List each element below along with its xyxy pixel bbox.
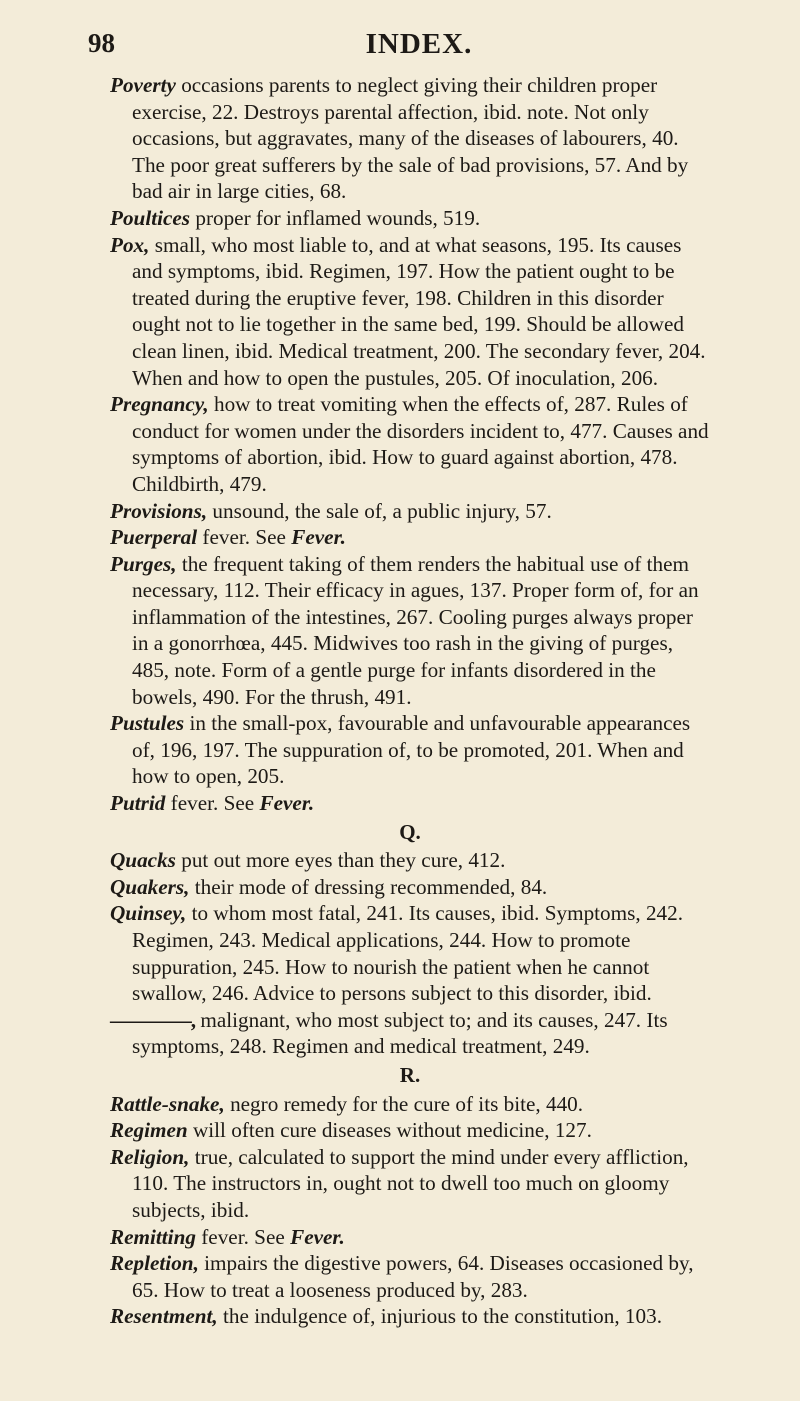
entry-text: fever. See [197, 525, 292, 550]
index-entry-quacks [110, 847, 710, 874]
entry-heading: Pustules [110, 711, 185, 736]
entry-heading: Regimen [110, 1118, 188, 1143]
entry-heading: Provisions, [110, 498, 208, 523]
entry-text: the frequent taking of them renders the habitual use of them necessary, 112. Their efficacy in agues, 137. Proper form of, for an inflammation of the intestines, 267. Cooling purges always proper in a gonorrhœa, 445. Midwives too rash in the giving of purges, 485, note. Form of a gentle purge for infants disordered in the bowels, 490. For the thrush, 491. [132, 551, 699, 709]
index-entry-repletion [110, 1250, 710, 1303]
cross-reference: Fever. [259, 791, 315, 816]
entry-text: fever. See [195, 1224, 291, 1249]
entry-text: will often cure diseases without medicine, 127. [187, 1118, 592, 1143]
entry-heading: Poultices [110, 205, 191, 230]
index-entry-poverty [110, 72, 710, 205]
index-entry-quinsey-malignant [110, 1007, 710, 1060]
cross-reference: Fever. [291, 525, 346, 550]
entry-text: impairs the digestive powers, 64. Diseases occasioned by, 65. How to treat a looseness produced by, 283. [132, 1251, 694, 1302]
entry-heading: Remitting [110, 1224, 196, 1249]
entry-heading: Putrid [110, 791, 166, 816]
entry-heading: Pox, [110, 232, 150, 257]
entry-heading: Puerperal [110, 525, 198, 550]
entry-text: how to treat vomiting when the effects of, 287. Rules of conduct for women under the disorders incident to, 477. Causes and symptoms of abortion, ibid. How to guard against abortion, 478. Childbirth, 479. [132, 392, 709, 496]
entry-heading: Quinsey, [110, 901, 187, 926]
entry-heading: Pregnancy, [110, 392, 209, 417]
section-letter-r: R. [399, 1062, 421, 1087]
entry-heading: Purges, [110, 551, 177, 576]
entry-text: their mode of dressing recommended, 84. [189, 874, 548, 899]
page-header [88, 28, 720, 68]
entry-text: small, who most liable to, and at what seasons, 195. Its causes and symptoms, ibid. Regimen, 197. How the patient ought to be treated during the eruptive fever, 198. Children in this disorder ought not to lie together in the same bed, 199. Should be allowed clean linen, ibid. Medical treatment, 200. The secondary fever, 204. When and how to open the pustules, 205. Of inoculation, 206. [132, 232, 706, 390]
index-entry-poultices [110, 205, 710, 232]
entry-text: put out more eyes than they cure, 412. [175, 848, 506, 873]
index-entry-purges [110, 551, 710, 711]
entry-text: negro remedy for the cure of its bite, 440. [224, 1091, 584, 1116]
entry-heading: Poverty [110, 73, 176, 97]
index-entry-religion [110, 1144, 710, 1224]
cross-reference: Fever. [290, 1224, 345, 1249]
entry-text: proper for inflamed wounds, 519. [190, 205, 481, 230]
entry-heading: Quacks [110, 848, 176, 873]
index-entry-pustules [110, 710, 710, 790]
index-content [110, 72, 710, 1330]
entry-heading: Quakers, [110, 874, 190, 899]
running-head: INDEX. [365, 28, 473, 60]
index-entry-remitting [110, 1224, 710, 1251]
index-entry-resentment [110, 1303, 710, 1330]
index-entry-rattle-snake [110, 1091, 710, 1118]
index-entry-quakers [110, 874, 710, 901]
entry-text: true, calculated to support the mind under every affliction, 110. The instructors in, ought not to dwell too much on gloomy subjects, ibid. [132, 1144, 689, 1222]
index-entry-regimen [110, 1117, 710, 1144]
entry-text: the indulgence of, injurious to the constitution, 103. [217, 1304, 663, 1329]
entry-text: in the small-pox, favourable and unfavourable appearances of, 196, 197. The suppuration of, to be promoted, 201. When and how to open, 205. [132, 711, 691, 789]
index-entry-putrid [110, 790, 710, 817]
page-number: 98 [88, 28, 115, 58]
entry-text: fever. See [165, 791, 260, 816]
entry-heading: Repletion, [110, 1251, 199, 1276]
index-entry-provisions [110, 498, 710, 525]
entry-heading: Resentment, [110, 1304, 218, 1329]
entry-heading: Religion, [110, 1144, 190, 1169]
index-entry-quinsey [110, 900, 710, 1006]
index-entry-puerperal [110, 524, 710, 551]
index-entry-pox [110, 232, 710, 392]
entry-text: to whom most fatal, 241. Its causes, ibid. Symptoms, 242. Regimen, 243. Medical applications, 244. How to promote suppuration, 245. How to nourish the patient when he cannot swallow, 246. Advice to persons subject to this disorder, ibid. [132, 901, 684, 1006]
entry-text: unsound, the sale of, a public injury, 57. [207, 498, 552, 523]
entry-text: malignant, who most subject to; and its causes, 247. Its symptoms, 248. Regimen and medical treatment, 249. [132, 1007, 668, 1059]
ditto-dash: ————, [110, 1007, 196, 1032]
entry-heading: Rattle-snake, [110, 1091, 225, 1116]
section-letter-q: Q. [399, 819, 421, 844]
entry-text: occasions parents to neglect giving their children proper exercise, 22. Destroys parental affection, ibid. note. Not only occasions, but aggravates, many of the diseases of labourers, 40. The poor great sufferers by the sale of bad provisions, 57. And by bad air in large cities, 68. [132, 73, 689, 204]
index-entry-pregnancy [110, 391, 710, 497]
